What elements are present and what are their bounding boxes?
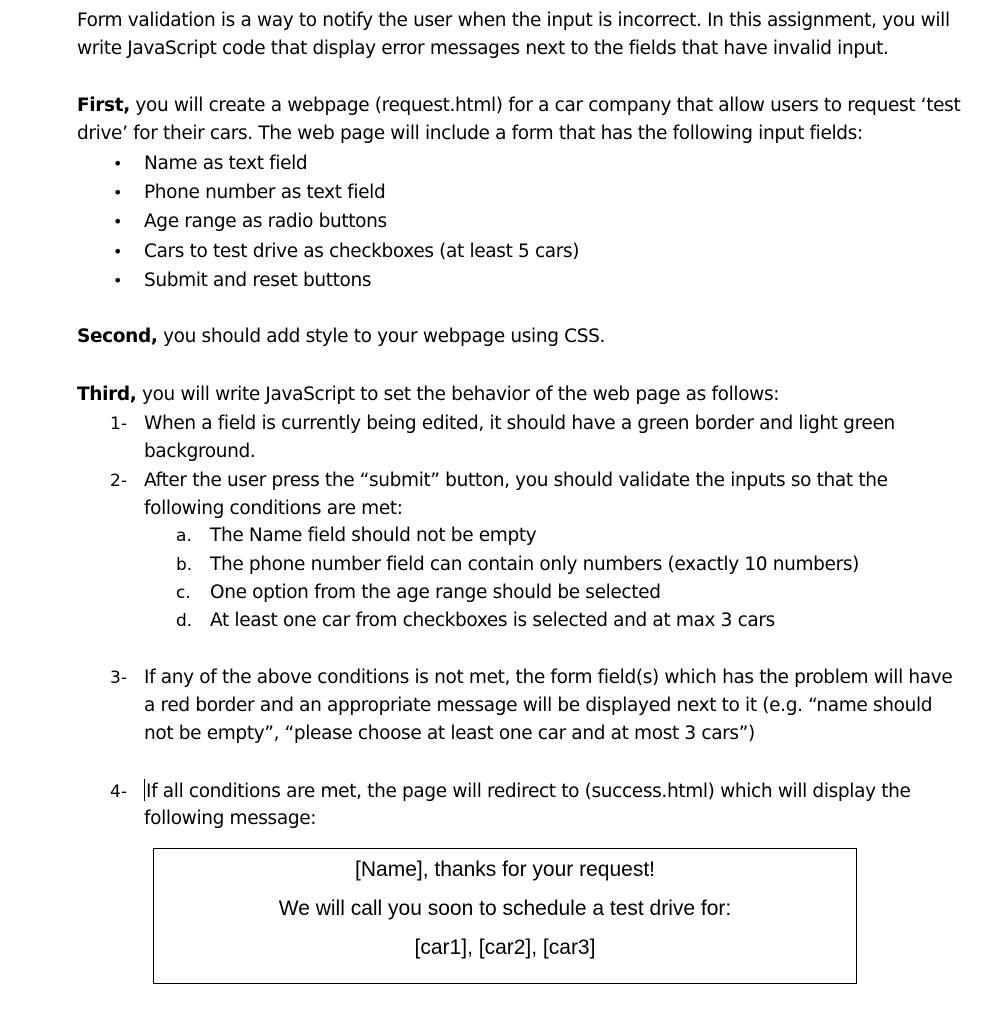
- step-marker-1: 1-: [110, 414, 127, 434]
- second-line: [77, 323, 605, 351]
- condition-b: The phone number field can contain only numbers (exactly 10 numbers): [210, 554, 859, 575]
- first-line-2: drive’ for their cars. The web page will include a form that has the following input fields:: [77, 123, 863, 144]
- second-heading: Second,: [77, 326, 158, 347]
- third-heading: Third,: [77, 384, 137, 405]
- intro-line-1: Form validation is a way to notify the user when the input is incorrect. In this assignment, you will: [77, 10, 950, 31]
- first-line-1: [77, 92, 960, 120]
- field-item-buttons: Submit and reset buttons: [144, 270, 372, 291]
- step-3-line-2: a red border and an appropriate message will be displayed next to it (e.g. “name should: [144, 695, 933, 716]
- bullet-dot: •: [113, 183, 123, 202]
- step-2-line-1: After the user press the “submit” button, you should validate the inputs so that the: [144, 470, 888, 491]
- third-line: [77, 381, 779, 409]
- success-message-line-3: [car1], [car2], [car3]: [414, 936, 596, 959]
- step-marker-4: 4-: [110, 782, 127, 802]
- success-message-line-1: [Name], thanks for your request!: [355, 858, 655, 881]
- second-text: you should add style to your webpage using CSS.: [157, 326, 606, 347]
- step-marker-3: 3-: [110, 668, 127, 688]
- bullet-dot: •: [113, 154, 123, 173]
- condition-a: The Name field should not be empty: [210, 525, 537, 546]
- third-text: you will write JavaScript to set the behavior of the web page as follows:: [136, 384, 780, 405]
- condition-marker-d: d.: [176, 611, 193, 631]
- step-marker-2: 2-: [110, 471, 127, 491]
- step-4-line-1-text: If all conditions are met, the page will redirect to (success.html) which will display the: [146, 781, 911, 802]
- step-3-line-3: not be empty”, “please choose at least one car and at most 3 cars”): [144, 723, 755, 744]
- success-message-box: [153, 848, 857, 984]
- step-3-line-1: If any of the above conditions is not met, the form field(s) which has the problem will have: [144, 667, 953, 688]
- text-cursor: [144, 779, 145, 801]
- success-message-line-2: We will call you soon to schedule a test drive for:: [278, 897, 732, 920]
- step-4-line-2: following message:: [144, 808, 317, 829]
- bullet-dot: •: [113, 271, 123, 290]
- field-item-name: Name as text field: [144, 153, 308, 174]
- step-4-line-1: [144, 778, 911, 806]
- condition-d: At least one car from checkboxes is selected and at max 3 cars: [210, 610, 775, 631]
- bullet-dot: •: [113, 242, 123, 261]
- field-item-cars: Cars to test drive as checkboxes (at least 5 cars): [144, 241, 580, 262]
- field-item-age: Age range as radio buttons: [144, 211, 387, 232]
- condition-c: One option from the age range should be selected: [210, 582, 661, 603]
- first-heading: First,: [77, 95, 130, 116]
- first-line-1-text: you will create a webpage (request.html) for a car company that allow users to request ‘test: [129, 95, 961, 116]
- bullet-dot: •: [113, 212, 123, 231]
- condition-marker-b: b.: [176, 555, 193, 575]
- condition-marker-a: a.: [176, 526, 192, 546]
- intro-line-2: write JavaScript code that display error messages next to the fields that have invalid input.: [77, 38, 889, 59]
- step-2-line-2: following conditions are met:: [144, 498, 403, 519]
- step-1-line-2: background.: [144, 441, 256, 462]
- field-item-phone: Phone number as text field: [144, 182, 386, 203]
- step-1-line-1: When a field is currently being edited, it should have a green border and light green: [144, 413, 895, 434]
- condition-marker-c: c.: [176, 583, 191, 603]
